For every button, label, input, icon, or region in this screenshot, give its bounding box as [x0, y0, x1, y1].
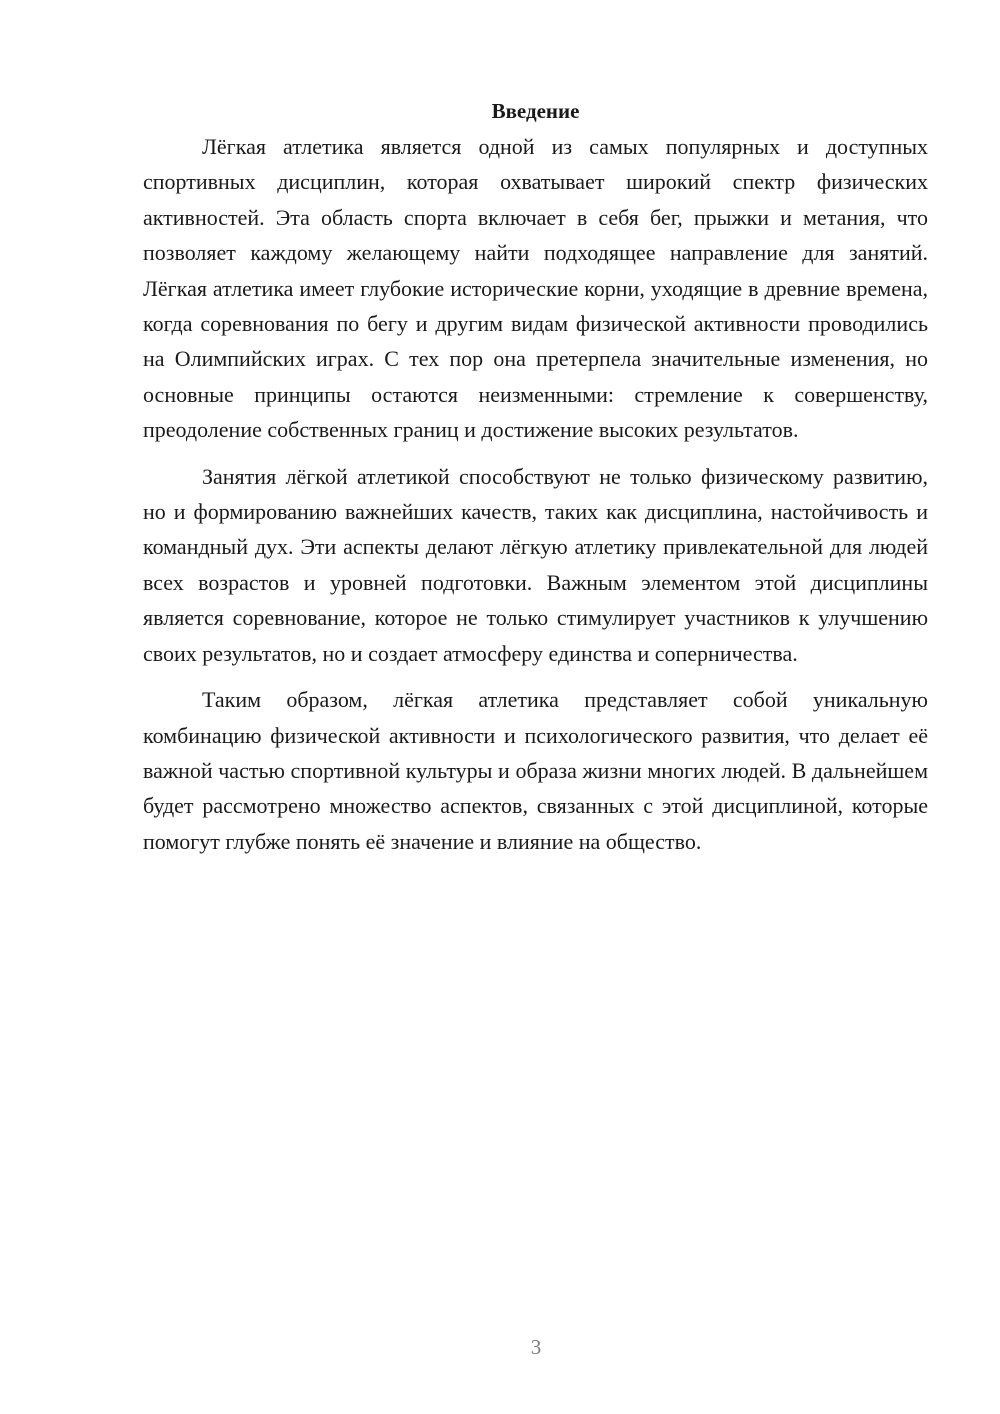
- paragraph-3: Таким образом, лёгкая атлетика представляет собой уникальную комбинацию физической активности и психологического развития, что делает её важной частью спортивной культуры и образа жизни многих людей. В дальнейшем будет рассмотрено множество аспектов, связанных с этой дисциплиной, которые помогут глубже понять её значение и влияние на общество.: [143, 687, 928, 854]
- paragraph-2: Занятия лёгкой атлетикой способствуют не только физическому развитию, но и формированию важнейших качеств, таких как дисциплина, настойчивость и командный дух. Эти аспекты делают лёгкую атлетику привлекательной для людей всех возрастов и уровней подготовки. Важным элементом этой дисциплины является соревнование, которое не только стимулирует участников к улучшению своих результатов, но и создает атмосферу единства и соперничества.: [143, 463, 928, 666]
- paragraph-1: Лёгкая атлетика является одной из самых популярных и доступных спортивных дисциплин, которая охватывает широкий спектр физических активностей. Эта область спорта включает в себя бег, прыжки и метания, что позволяет каждому желающему найти подходящее направление для занятий. Лёгкая атлетика имеет глубокие исторические корни, уходящие в древние времена, когда соревнования по бегу и другим видам физической активности проводились на Олимпийских играх. С тех пор она претерпела значительные изменения, но основные принципы остаются неизменными: стремление к совершенству, преодоление собственных границ и достижение высоких результатов.: [143, 134, 928, 443]
- page-content: [143, 95, 928, 859]
- page-number: 3: [530, 1335, 542, 1359]
- section-title: Введение: [491, 99, 580, 123]
